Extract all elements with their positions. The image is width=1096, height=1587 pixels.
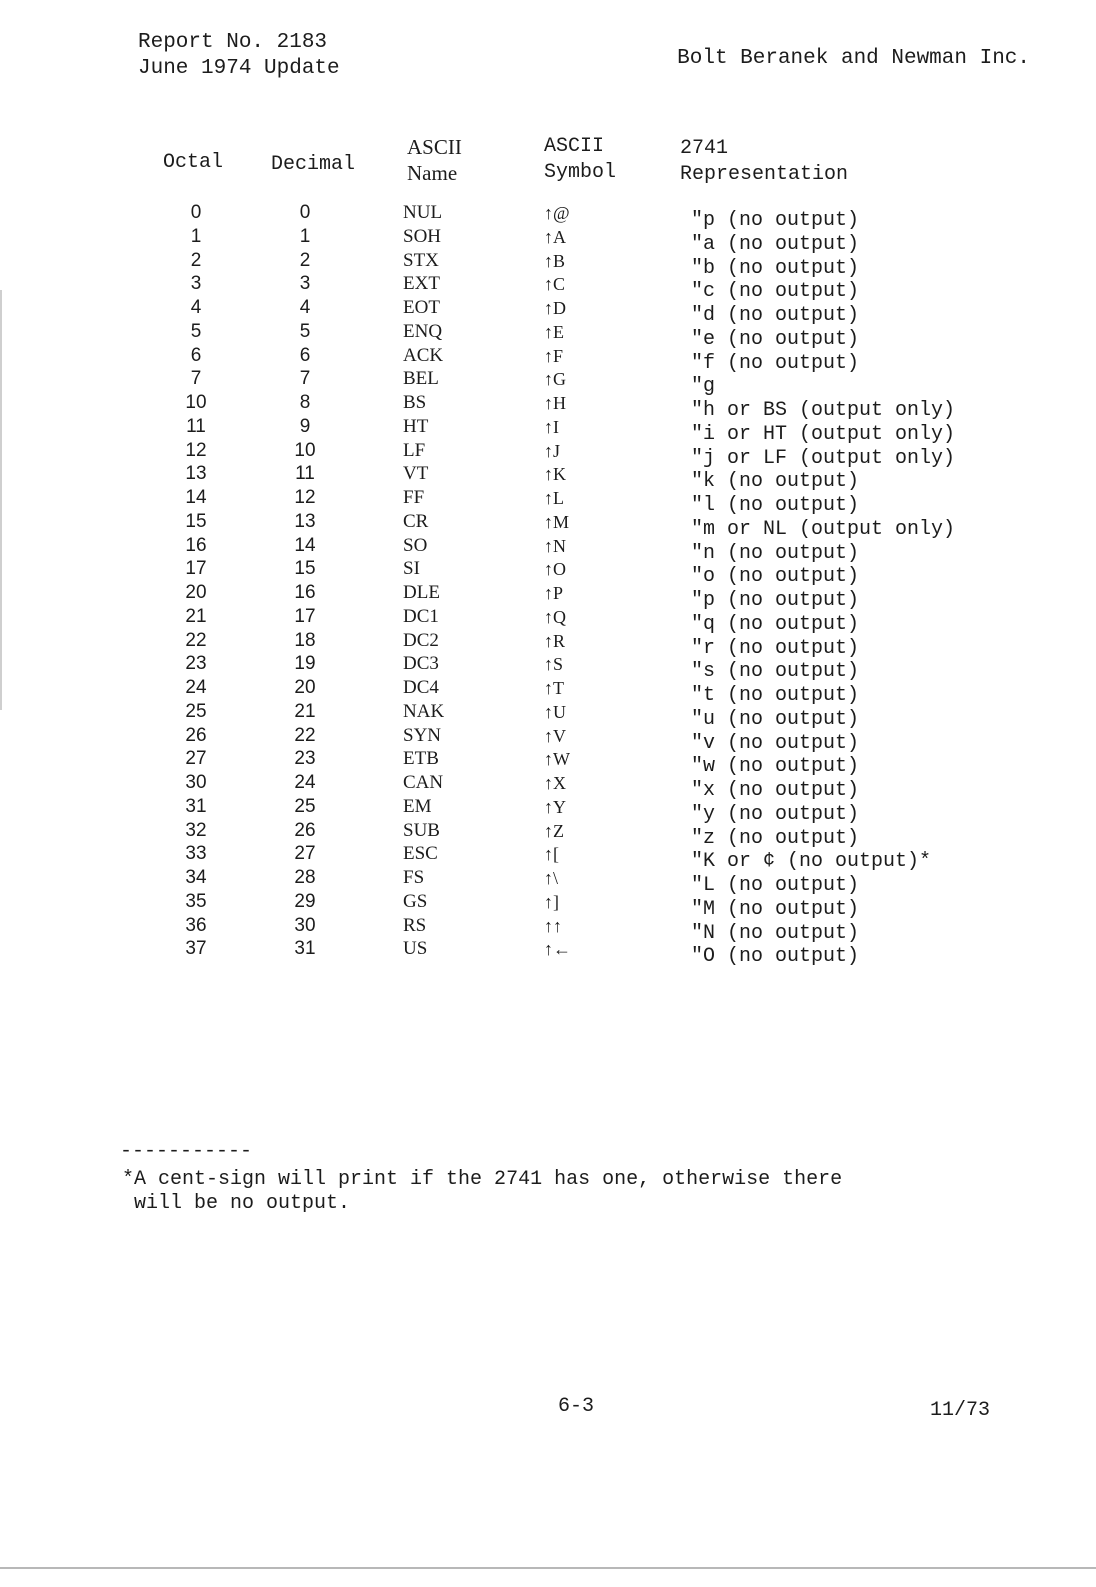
ascii-name: DC3 (403, 653, 439, 675)
decimal-value: 19 (294, 653, 316, 675)
ascii-symbol: ↑U (544, 701, 566, 722)
2741-representation: "z (no output) (691, 826, 860, 850)
octal-value: 20 (185, 582, 207, 603)
2741-representation: "e (no output) (691, 327, 860, 351)
table-row (0, 795, 1096, 826)
scan-bottom-edge (0, 1567, 1096, 1569)
decimal-value: 1 (299, 225, 311, 247)
ascii-name: STX (403, 249, 439, 271)
table-row (0, 890, 1096, 921)
octal-value: 16 (185, 534, 207, 556)
decimal-value: 11 (295, 463, 315, 485)
table-row (0, 937, 1096, 969)
2741-representation: "f (no output) (691, 351, 860, 375)
octal-value: 35 (185, 890, 207, 912)
decimal-value: 31 (294, 938, 316, 960)
octal-value: 21 (185, 605, 207, 627)
table-row (0, 771, 1096, 802)
ascii-name: RS (403, 914, 427, 936)
table-row (0, 652, 1096, 684)
decimal-value: 20 (294, 677, 316, 698)
octal-value: 31 (185, 795, 207, 817)
ascii-name: FF (403, 487, 425, 508)
ascii-symbol: ↑O (544, 559, 566, 580)
table-row (0, 842, 1096, 874)
decimal-value: 14 (294, 534, 316, 556)
2741-representation: "l (no output) (691, 494, 860, 517)
table-row (0, 249, 1096, 280)
decimal-value: 25 (294, 795, 316, 817)
ascii-name: EXT (403, 273, 440, 295)
ascii-symbol: ↑G (544, 369, 566, 390)
table-row (0, 272, 1096, 304)
octal-value: 22 (185, 629, 207, 651)
octal-value: 10 (185, 392, 207, 413)
table-row (0, 415, 1096, 446)
ascii-name: LF (403, 439, 426, 461)
table-row (0, 676, 1096, 707)
decimal-value: 2 (299, 249, 311, 271)
ascii-name: HT (403, 415, 429, 437)
2741-representation: "b (no output) (691, 256, 860, 280)
decimal-value: 6 (299, 344, 311, 366)
ascii-name: ENQ (403, 320, 443, 342)
ascii-symbol: ↑P (544, 583, 564, 603)
octal-value: 36 (185, 914, 207, 936)
2741-representation: "N (no output) (691, 921, 860, 945)
page-number: 6-3 (558, 1395, 595, 1418)
decimal-value: 3 (299, 273, 311, 295)
2741-representation: "m or NL (output only) (691, 517, 956, 541)
ascii-symbol: ↑F (544, 345, 564, 366)
ascii-code-table (0, 201, 1096, 969)
octal-value: 14 (185, 487, 207, 508)
2741-representation: "p (no output) (691, 209, 860, 232)
2741-representation: "y (no output) (691, 802, 860, 826)
2741-representation: "L (no output) (691, 874, 860, 897)
column-header-octal: Octal (163, 151, 224, 174)
table-row (0, 747, 1096, 779)
ascii-symbol: ↑T (544, 678, 564, 698)
2741-representation: "u (no output) (691, 707, 860, 731)
decimal-value: 22 (294, 724, 316, 746)
octal-value: 32 (185, 819, 207, 841)
octal-value: 26 (185, 724, 207, 746)
decimal-value: 27 (294, 843, 316, 865)
2741-representation: "O (no output) (691, 945, 860, 969)
ascii-name: ETB (403, 748, 439, 770)
ascii-symbol: ↑W (544, 749, 570, 770)
ascii-symbol: ↑N (544, 535, 566, 556)
column-header-ascii-name (407, 134, 462, 186)
table-row (0, 344, 1096, 375)
ascii-symbol: ↑A (544, 226, 566, 247)
decimal-value: 29 (294, 890, 316, 912)
ascii-symbol: ↑X (544, 773, 566, 793)
ascii-symbol: ↑I (544, 416, 559, 437)
2741-representation: "g (691, 375, 716, 399)
2741-representation: "v (no output) (691, 731, 860, 755)
decimal-value: 30 (294, 914, 316, 936)
ascii-symbol: ↑R (544, 630, 566, 651)
ascii-name: DC2 (403, 629, 439, 651)
footnote-text: *A cent-sign will print if the 2741 has one, otherwise there will be no output. (122, 1168, 843, 1215)
decimal-value: 4 (299, 297, 311, 318)
decimal-value: 26 (294, 819, 316, 841)
ascii-symbol: ↑Z (544, 820, 564, 841)
table-row (0, 534, 1096, 565)
ascii-name: NAK (403, 700, 445, 722)
octal-value: 0 (190, 202, 202, 223)
decimal-value: 28 (294, 867, 316, 888)
ascii-symbol: ↑] (544, 891, 559, 912)
decimal-value: 5 (299, 320, 311, 342)
ascii-symbol: ↑D (544, 298, 566, 318)
ascii-symbol: ↑[ (544, 844, 559, 865)
octal-value: 25 (185, 700, 207, 722)
decimal-value: 12 (294, 487, 316, 508)
octal-value: 7 (190, 368, 202, 390)
table-row (0, 201, 1096, 232)
decimal-value: 18 (294, 629, 316, 651)
octal-value: 5 (190, 320, 202, 342)
column-header-ascii-symbol-line1: ASCII (544, 135, 605, 158)
decimal-value: 23 (294, 748, 316, 770)
ascii-symbol: ↑V (544, 725, 566, 746)
column-header-2741-representation (680, 136, 848, 188)
ascii-symbol: ↑Y (544, 796, 566, 817)
octal-value: 4 (190, 297, 202, 318)
ascii-name: NUL (403, 202, 443, 223)
decimal-value: 16 (294, 582, 316, 603)
octal-value: 23 (185, 653, 207, 675)
ascii-name: SO (403, 534, 428, 556)
2741-representation: "i or HT (output only) (691, 422, 956, 446)
2741-representation: "K or ¢ (no output)* (691, 850, 932, 874)
table-row (0, 391, 1096, 422)
table-row (0, 819, 1096, 850)
ascii-symbol: ↑L (544, 488, 564, 508)
table-row (0, 700, 1096, 731)
ascii-symbol: ↑Q (544, 606, 566, 627)
table-row (0, 439, 1096, 470)
column-header-2741-line1: 2741 (680, 137, 729, 160)
table-row (0, 914, 1096, 945)
ascii-name: SYN (403, 724, 442, 746)
ascii-symbol: ↑K (544, 464, 566, 485)
table-row (0, 320, 1096, 351)
ascii-symbol: ↑B (544, 250, 566, 271)
column-header-ascii-name-line1: ASCII (407, 135, 462, 159)
octal-value: 3 (190, 273, 202, 295)
2741-representation: "k (no output) (691, 470, 860, 494)
table-row (0, 557, 1096, 589)
ascii-name: DLE (403, 582, 440, 603)
ascii-name: EM (403, 795, 432, 817)
2741-representation: "c (no output) (691, 280, 860, 304)
report-number: Report No. 2183 (138, 31, 328, 54)
ascii-symbol: ↑M (544, 511, 570, 532)
octal-value: 17 (185, 558, 207, 580)
octal-value: 2 (190, 249, 202, 271)
ascii-symbol: ↑H (544, 393, 566, 413)
ascii-name: SUB (403, 819, 440, 841)
octal-value: 24 (185, 677, 207, 698)
ascii-symbol: ↑@ (544, 203, 570, 223)
table-row (0, 367, 1096, 399)
table-row (0, 629, 1096, 660)
decimal-value: 0 (299, 202, 311, 223)
decimal-value: 10 (294, 439, 316, 461)
table-row (0, 225, 1096, 256)
ascii-symbol: ↑J (544, 440, 561, 461)
ascii-symbol: ↑← (544, 939, 571, 960)
column-header-ascii-symbol-line2: Symbol (544, 161, 617, 184)
ascii-name: SOH (403, 225, 442, 247)
report-header (138, 30, 340, 82)
octal-value: 1 (190, 225, 202, 247)
2741-representation: "M (no output) (691, 897, 860, 921)
ascii-name: DC1 (403, 605, 439, 627)
decimal-value: 9 (299, 415, 311, 437)
ascii-symbol: ↑↑ (544, 915, 562, 936)
decimal-value: 7 (299, 368, 311, 390)
octal-value: 33 (185, 843, 207, 865)
ascii-name: DC4 (403, 677, 439, 698)
ascii-symbol: ↑C (544, 274, 566, 295)
table-row (0, 296, 1096, 327)
ascii-name: BEL (403, 368, 439, 390)
octal-value: 12 (185, 439, 207, 461)
ascii-symbol: ↑\ (544, 868, 559, 888)
table-row (0, 462, 1096, 494)
company-name: Bolt Beranek and Newman Inc. (677, 47, 1030, 70)
ascii-name: US (403, 938, 428, 960)
2741-representation: "x (no output) (691, 779, 860, 802)
2741-representation: "o (no output) (691, 565, 860, 589)
ascii-symbol: ↑S (544, 654, 564, 675)
2741-representation: "q (no output) (691, 612, 860, 636)
decimal-value: 13 (294, 510, 316, 532)
table-row (0, 510, 1096, 541)
decimal-value: 15 (294, 558, 316, 580)
decimal-value: 17 (294, 605, 316, 627)
decimal-value: 24 (294, 772, 316, 793)
2741-representation: "h or BS (output only) (691, 399, 956, 422)
ascii-name: BS (403, 392, 427, 413)
2741-representation: "w (no output) (691, 755, 860, 779)
2741-representation: "n (no output) (691, 541, 860, 565)
ascii-name: SI (403, 558, 420, 580)
ascii-name: EOT (403, 297, 440, 318)
2741-representation: "t (no output) (691, 684, 860, 707)
page-date: 11/73 (930, 1399, 991, 1422)
ascii-name: GS (403, 890, 428, 912)
table-row (0, 866, 1096, 897)
column-header-2741-line2: Representation (680, 163, 849, 186)
ascii-name: CR (403, 510, 429, 532)
column-header-decimal: Decimal (271, 153, 356, 176)
2741-representation: "p (no output) (691, 589, 860, 612)
ascii-name: VT (403, 463, 429, 485)
2741-representation: "j or LF (output only) (691, 446, 956, 470)
octal-value: 37 (185, 938, 207, 960)
column-header-ascii-symbol (544, 134, 616, 186)
column-header-ascii-name-line2: Name (407, 161, 458, 185)
octal-value: 27 (185, 748, 207, 770)
decimal-value: 8 (299, 392, 311, 413)
octal-value: 15 (185, 510, 207, 532)
2741-representation: "a (no output) (691, 232, 860, 256)
2741-representation: "s (no output) (691, 660, 860, 684)
ascii-name: ACK (403, 344, 444, 366)
table-row (0, 605, 1096, 636)
table-row (0, 724, 1096, 755)
table-row (0, 581, 1096, 612)
2741-representation: "r (no output) (691, 636, 860, 660)
decimal-value: 21 (294, 700, 316, 722)
octal-value: 34 (185, 867, 207, 888)
report-date: June 1974 Update (138, 57, 340, 80)
table-row (0, 486, 1096, 517)
ascii-name: ESC (403, 843, 438, 865)
octal-value: 30 (185, 772, 207, 793)
octal-value: 11 (186, 415, 206, 437)
footnote-rule: ----------- (120, 1140, 253, 1163)
2741-representation: "d (no output) (691, 304, 860, 327)
ascii-name: CAN (403, 772, 444, 793)
octal-value: 6 (190, 344, 202, 366)
octal-value: 13 (185, 463, 207, 485)
ascii-symbol: ↑E (544, 321, 564, 342)
ascii-name: FS (403, 867, 425, 888)
